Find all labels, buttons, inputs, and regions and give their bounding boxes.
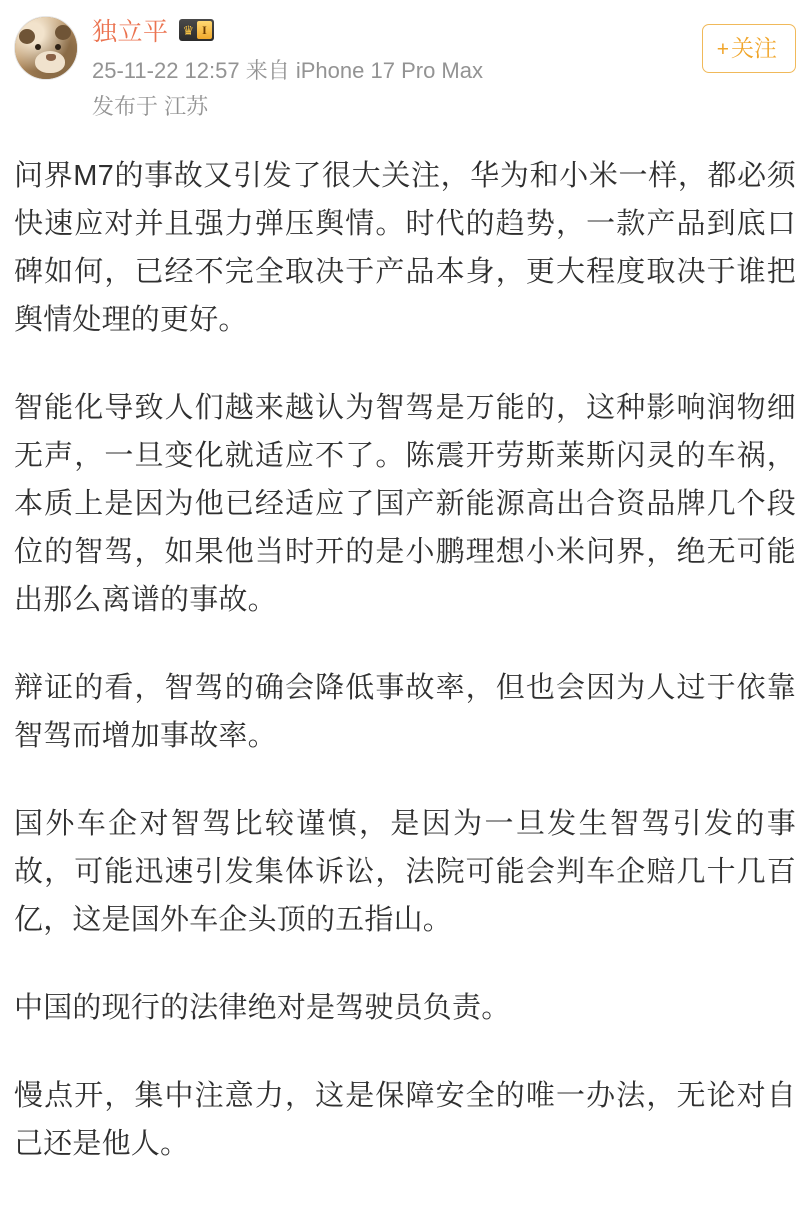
post-time-row xyxy=(92,56,796,86)
vip-level-label: I xyxy=(197,21,212,39)
post-paragraph: 国外车企对智驾比较谨慎，是因为一旦发生智驾引发的事故，可能迅速引发集体诉讼，法院可能会判车企赔几十几百亿，这是国外车企头顶的五指山。 xyxy=(14,808,796,936)
post-timestamp: 25-11-22 12:57 xyxy=(92,58,240,83)
post-paragraph: 智能化导致人们越来越认为智驾是万能的，这种影响润物细无声，一旦变化就适应不了。陈震开劳斯莱斯闪灵的车祸，本质上是因为他已经适应了国产新能源高出合资品牌几个段位的智驾，如果他当时开的是小鹏理想小米问界，绝无可能出那么离谱的事故。 xyxy=(14,392,796,616)
post-source-prefix: 来自 xyxy=(245,58,290,83)
post-paragraph: 慢点开，集中注意力，这是保障安全的唯一办法，无论对自己还是他人。 xyxy=(14,1080,796,1160)
avatar[interactable] xyxy=(14,16,78,80)
avatar-ear-right xyxy=(55,25,71,40)
post-paragraph: 问界M7的事故又引发了很大关注，华为和小米一样，都必须快速应对并且强力弹压舆情。时代的趋势，一款产品到底口碑如何，已经不完全取决于产品本身，更大程度取决于谁把舆情处理的更好。 xyxy=(14,160,796,336)
avatar-ear-left xyxy=(19,29,35,44)
post-content xyxy=(14,152,796,1168)
avatar-eye-right xyxy=(55,44,61,50)
follow-button[interactable] xyxy=(702,24,796,73)
avatar-nose xyxy=(46,54,56,61)
author-row xyxy=(92,14,796,46)
crown-icon: ♛ xyxy=(182,22,195,38)
post-paragraph: 中国的现行的法律绝对是驾驶员负责。 xyxy=(14,992,511,1024)
post-region: 发布于 江苏 xyxy=(92,94,209,119)
author-name[interactable]: 独立平 xyxy=(92,18,169,46)
plus-icon: + xyxy=(716,38,729,61)
post-header xyxy=(14,14,796,130)
post-device: iPhone 17 Pro Max xyxy=(295,58,483,83)
post-meta xyxy=(92,14,796,122)
follow-button-label: 关注 xyxy=(731,35,777,61)
avatar-eye-left xyxy=(35,44,41,50)
vip-level-badge[interactable] xyxy=(179,19,214,41)
post-paragraph: 辩证的看，智驾的确会降低事故率，但也会因为人过于依靠智驾而增加事故率。 xyxy=(14,672,796,752)
